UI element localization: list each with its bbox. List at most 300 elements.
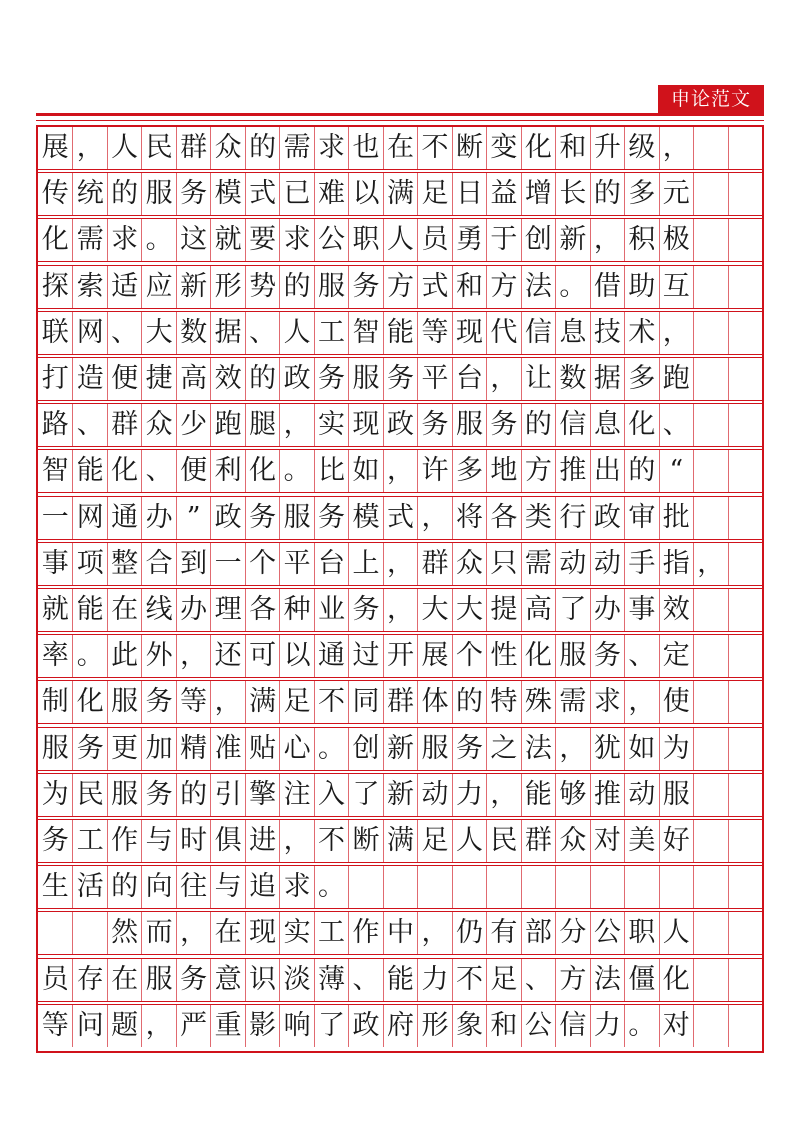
grid-cell: 和 <box>555 127 589 169</box>
grid-cell <box>728 173 762 215</box>
grid-cell: 还 <box>210 635 244 677</box>
grid-cell: 不 <box>417 127 451 169</box>
grid-cell: 腿 <box>245 404 279 446</box>
grid-cell: 务 <box>348 589 382 631</box>
grid-cell: 工 <box>314 912 348 954</box>
grid-row <box>38 1005 762 1051</box>
grid-cell: 为 <box>41 778 69 810</box>
grid-cell: 加 <box>141 728 175 770</box>
grid-cell: 。 <box>314 866 348 908</box>
grid-cell: 务 <box>141 774 175 816</box>
grid-cell: 往 <box>176 866 210 908</box>
grid-cell <box>486 866 520 908</box>
grid-cell: 、 <box>348 959 382 1001</box>
header-rule-thin <box>36 120 764 121</box>
grid-cell: 的 <box>107 173 141 215</box>
grid-cell: 打 <box>41 363 69 394</box>
grid-cell: 息 <box>555 312 589 354</box>
grid-cell <box>728 635 762 677</box>
grid-cell: 务 <box>245 497 279 539</box>
grid-cell: 众 <box>141 404 175 446</box>
grid-cell: 需 <box>72 219 106 261</box>
grid-cell: 对 <box>590 820 624 862</box>
grid-cell: 益 <box>486 173 520 215</box>
header-rule-thick <box>36 113 764 116</box>
grid-cell: 等 <box>417 312 451 354</box>
grid-cell: 到 <box>176 543 210 585</box>
grid-cell: 需 <box>521 543 555 585</box>
grid-cell: 的 <box>521 404 555 446</box>
grid-cell: 式 <box>245 173 279 215</box>
grid-cell: 台 <box>314 543 348 585</box>
grid-cell: 长 <box>555 173 589 215</box>
grid-cell: ， <box>383 543 417 585</box>
grid-cell: 务 <box>590 635 624 677</box>
grid-cell <box>728 774 762 816</box>
grid-cell: 据 <box>590 358 624 400</box>
grid-cell <box>693 866 727 908</box>
grid-cell: 行 <box>555 497 589 539</box>
grid-cell: 展 <box>417 635 451 677</box>
grid-row <box>38 728 762 774</box>
grid-cell <box>728 820 762 862</box>
grid-cell: 、 <box>245 312 279 354</box>
grid-cell: 化 <box>521 127 555 169</box>
grid-cell: 满 <box>383 173 417 215</box>
grid-cell: 术 <box>624 312 658 354</box>
grid-cell: 断 <box>348 820 382 862</box>
grid-cell: 数 <box>555 358 589 400</box>
grid-row <box>38 635 762 681</box>
grid-cell: 增 <box>521 173 555 215</box>
grid-cell: 服 <box>452 404 486 446</box>
grid-cell <box>728 681 762 723</box>
grid-cell: 化 <box>521 635 555 677</box>
grid-cell: 作 <box>348 912 382 954</box>
grid-cell <box>348 866 382 908</box>
grid-cell: 准 <box>210 728 244 770</box>
grid-cell <box>555 866 589 908</box>
grid-cell: 俱 <box>210 820 244 862</box>
grid-cell <box>452 866 486 908</box>
grid-cell: 众 <box>452 543 486 585</box>
grid-cell: 有 <box>486 912 520 954</box>
grid-cell: 上 <box>348 543 382 585</box>
grid-cell: 开 <box>383 635 417 677</box>
grid-cell: 办 <box>141 497 175 539</box>
grid-cell <box>693 358 727 400</box>
grid-cell: 升 <box>590 127 624 169</box>
grid-cell: ， <box>486 774 520 816</box>
grid-cell: 员 <box>417 219 451 261</box>
grid-cell: 推 <box>590 774 624 816</box>
grid-cell: 意 <box>210 959 244 1001</box>
grid-cell: 人 <box>107 127 141 169</box>
grid-cell: 化 <box>624 404 658 446</box>
grid-cell: 务 <box>348 266 382 308</box>
grid-cell: 求 <box>314 127 348 169</box>
grid-cell: 新 <box>383 774 417 816</box>
grid-cell: 等 <box>41 1009 69 1041</box>
grid-cell: 服 <box>107 681 141 723</box>
grid-cell: 整 <box>107 543 141 585</box>
grid-cell: 定 <box>659 635 693 677</box>
grid-cell: 化 <box>72 681 106 723</box>
grid-cell <box>383 866 417 908</box>
grid-cell: 需 <box>555 681 589 723</box>
grid-cell <box>693 497 727 539</box>
grid-cell: 适 <box>107 266 141 308</box>
grid-cell: “ <box>659 450 693 492</box>
grid-cell: 题 <box>107 1005 141 1047</box>
grid-cell: 提 <box>486 589 520 631</box>
grid-cell: 已 <box>279 173 313 215</box>
grid-cell: 对 <box>659 1005 693 1047</box>
grid-cell: ， <box>210 681 244 723</box>
grid-cell: 以 <box>279 635 313 677</box>
grid-cell: 象 <box>452 1005 486 1047</box>
grid-cell: 式 <box>383 497 417 539</box>
grid-cell: 政 <box>348 1005 382 1047</box>
grid-cell: ， <box>486 358 520 400</box>
grid-cell: 率 <box>41 640 69 672</box>
grid-cell: 各 <box>245 589 279 631</box>
grid-cell: 民 <box>141 127 175 169</box>
grid-cell: 应 <box>141 266 175 308</box>
grid-cell: 服 <box>279 497 313 539</box>
grid-cell: 化 <box>659 959 693 1001</box>
grid-cell: 而 <box>141 912 175 954</box>
grid-cell: 以 <box>348 173 382 215</box>
grid-cell: 众 <box>555 820 589 862</box>
grid-cell: 工 <box>72 820 106 862</box>
grid-cell: 可 <box>245 635 279 677</box>
grid-cell: 作 <box>107 820 141 862</box>
grid-cell <box>659 866 693 908</box>
grid-row <box>38 404 762 450</box>
grid-cell: 指 <box>659 543 693 585</box>
grid-cell: 方 <box>555 959 589 1001</box>
grid-cell: 能 <box>383 959 417 1001</box>
grid-cell <box>38 912 72 954</box>
grid-row <box>38 866 762 912</box>
grid-cell: 人 <box>383 219 417 261</box>
grid-cell <box>693 635 727 677</box>
grid-row <box>38 450 762 496</box>
grid-cell: ， <box>590 219 624 261</box>
grid-cell: 服 <box>314 266 348 308</box>
grid-cell <box>728 450 762 492</box>
grid-cell: 了 <box>348 774 382 816</box>
grid-cell: 式 <box>417 266 451 308</box>
grid-cell: 智 <box>348 312 382 354</box>
grid-cell: 了 <box>555 589 589 631</box>
grid-cell: 好 <box>659 820 693 862</box>
grid-cell: 据 <box>210 312 244 354</box>
grid-cell: 求 <box>279 219 313 261</box>
grid-cell: 、 <box>141 450 175 492</box>
grid-cell: 足 <box>486 959 520 1001</box>
grid-cell: 便 <box>176 450 210 492</box>
grid-cell: 新 <box>176 266 210 308</box>
grid-cell: 实 <box>314 404 348 446</box>
grid-cell <box>728 959 762 1001</box>
grid-cell: 识 <box>245 959 279 1001</box>
grid-cell: ， <box>279 820 313 862</box>
grid-cell: 方 <box>486 266 520 308</box>
grid-cell: 响 <box>279 1005 313 1047</box>
grid-cell: 多 <box>624 173 658 215</box>
grid-cell: 殊 <box>521 681 555 723</box>
grid-cell: 服 <box>555 635 589 677</box>
grid-cell: 种 <box>279 589 313 631</box>
grid-cell: 服 <box>107 774 141 816</box>
grid-cell: 动 <box>590 543 624 585</box>
grid-cell: 事 <box>41 547 69 579</box>
grid-cell: 工 <box>314 312 348 354</box>
grid-cell: 淡 <box>279 959 313 1001</box>
grid-cell: 。 <box>72 635 106 677</box>
grid-cell: 进 <box>245 820 279 862</box>
grid-cell: 部 <box>521 912 555 954</box>
grid-cell: 公 <box>590 912 624 954</box>
grid-cell <box>728 127 762 169</box>
grid-cell: 需 <box>279 127 313 169</box>
grid-cell: 事 <box>624 589 658 631</box>
grid-cell: 够 <box>555 774 589 816</box>
grid-cell: 的 <box>590 173 624 215</box>
grid-cell: ， <box>141 1005 175 1047</box>
grid-cell <box>693 312 727 354</box>
grid-cell: 职 <box>624 912 658 954</box>
grid-row <box>38 266 762 312</box>
grid-cell: 能 <box>383 312 417 354</box>
grid-row <box>38 543 762 589</box>
grid-cell: 足 <box>279 681 313 723</box>
grid-cell: 法 <box>590 959 624 1001</box>
grid-cell: 力 <box>590 1005 624 1047</box>
grid-cell: 求 <box>590 681 624 723</box>
grid-cell: 就 <box>210 219 244 261</box>
grid-cell: 将 <box>452 497 486 539</box>
grid-cell: 、 <box>624 635 658 677</box>
grid-cell: 推 <box>555 450 589 492</box>
grid-cell: 息 <box>590 404 624 446</box>
grid-cell: 服 <box>141 173 175 215</box>
grid-cell: 新 <box>383 728 417 770</box>
grid-cell: 民 <box>72 774 106 816</box>
grid-row <box>38 312 762 358</box>
grid-cell: 要 <box>245 219 279 261</box>
grid-cell: 现 <box>245 912 279 954</box>
grid-cell: 公 <box>314 219 348 261</box>
grid-cell: 然 <box>107 912 141 954</box>
grid-cell: 职 <box>348 219 382 261</box>
grid-cell: 比 <box>314 450 348 492</box>
grid-row <box>38 681 762 727</box>
grid-cell: 级 <box>624 127 658 169</box>
grid-row <box>38 358 762 404</box>
grid-cell <box>693 127 727 169</box>
grid-cell: 务 <box>417 404 451 446</box>
grid-cell: 薄 <box>314 959 348 1001</box>
grid-cell: 出 <box>590 450 624 492</box>
grid-cell: 影 <box>245 1005 279 1047</box>
grid-cell: 在 <box>383 127 417 169</box>
grid-cell: 体 <box>417 681 451 723</box>
grid-cell: 造 <box>72 358 106 400</box>
grid-cell: 满 <box>383 820 417 862</box>
grid-cell <box>521 866 555 908</box>
grid-cell: 类 <box>521 497 555 539</box>
grid-cell: 索 <box>72 266 106 308</box>
grid-cell: 势 <box>245 266 279 308</box>
grid-cell: 个 <box>452 635 486 677</box>
grid-cell: 政 <box>210 497 244 539</box>
grid-cell: 性 <box>486 635 520 677</box>
grid-cell: 地 <box>486 450 520 492</box>
grid-cell: 求 <box>279 866 313 908</box>
grid-row <box>38 173 762 219</box>
grid-cell: 只 <box>486 543 520 585</box>
grid-cell: 力 <box>452 774 486 816</box>
grid-cell: 问 <box>72 1005 106 1047</box>
grid-cell <box>417 866 451 908</box>
grid-cell: 民 <box>486 820 520 862</box>
grid-cell: 擎 <box>245 774 279 816</box>
grid-cell: 、 <box>107 312 141 354</box>
grid-cell: 个 <box>245 543 279 585</box>
grid-cell: 项 <box>72 543 106 585</box>
manuscript-grid <box>38 127 762 1051</box>
grid-cell: 能 <box>72 450 106 492</box>
grid-cell: 务 <box>486 404 520 446</box>
grid-cell: 向 <box>141 866 175 908</box>
grid-cell: 务 <box>41 825 69 856</box>
grid-cell <box>728 589 762 631</box>
grid-cell: 互 <box>659 266 693 308</box>
grid-cell: 服 <box>141 959 175 1001</box>
grid-cell <box>693 404 727 446</box>
grid-cell: 信 <box>555 404 589 446</box>
grid-cell: 的 <box>176 774 210 816</box>
grid-cell: ” <box>176 497 210 539</box>
grid-cell: 员 <box>41 963 69 995</box>
grid-cell: 日 <box>452 173 486 215</box>
grid-cell: 服 <box>41 732 69 764</box>
grid-cell: 不 <box>314 681 348 723</box>
grid-paper-sheet <box>36 125 764 1053</box>
grid-cell: 动 <box>624 774 658 816</box>
grid-cell <box>693 774 727 816</box>
grid-cell: 之 <box>486 728 520 770</box>
grid-cell <box>693 219 727 261</box>
grid-cell: 。 <box>141 219 175 261</box>
grid-cell: 政 <box>590 497 624 539</box>
grid-cell: 借 <box>590 266 624 308</box>
grid-cell: 也 <box>348 127 382 169</box>
grid-cell <box>693 912 727 954</box>
grid-cell: 人 <box>659 912 693 954</box>
grid-cell: 群 <box>417 543 451 585</box>
grid-cell: 务 <box>176 173 210 215</box>
grid-cell: 办 <box>176 589 210 631</box>
grid-cell: ， <box>417 497 451 539</box>
grid-cell: 多 <box>624 358 658 400</box>
grid-cell: 批 <box>659 497 693 539</box>
grid-cell: 创 <box>348 728 382 770</box>
grid-cell: 、 <box>521 959 555 1001</box>
grid-cell <box>728 1005 762 1047</box>
grid-cell: 中 <box>383 912 417 954</box>
grid-cell: 理 <box>210 589 244 631</box>
grid-cell: 制 <box>41 686 69 718</box>
grid-cell: ， <box>72 127 106 169</box>
grid-cell: 为 <box>659 728 693 770</box>
grid-cell: ， <box>659 127 693 169</box>
grid-cell: 足 <box>417 173 451 215</box>
grid-cell: 利 <box>210 450 244 492</box>
grid-cell: 。 <box>624 1005 658 1047</box>
grid-cell: 分 <box>555 912 589 954</box>
grid-cell: 服 <box>417 728 451 770</box>
grid-cell <box>693 589 727 631</box>
grid-cell: 与 <box>210 866 244 908</box>
grid-cell: 和 <box>486 1005 520 1047</box>
grid-cell: 使 <box>659 681 693 723</box>
grid-cell: 化 <box>107 450 141 492</box>
grid-cell <box>728 912 762 954</box>
grid-cell: ， <box>555 728 589 770</box>
grid-cell: 务 <box>141 681 175 723</box>
grid-cell: 法 <box>521 728 555 770</box>
grid-cell: 和 <box>452 266 486 308</box>
grid-cell: 的 <box>452 681 486 723</box>
grid-cell: 效 <box>659 589 693 631</box>
grid-cell: 通 <box>107 497 141 539</box>
grid-cell: 动 <box>555 543 589 585</box>
grid-cell: 服 <box>659 774 693 816</box>
grid-cell: 在 <box>107 959 141 1001</box>
grid-cell: 。 <box>555 266 589 308</box>
grid-cell <box>693 681 727 723</box>
grid-cell: 足 <box>417 820 451 862</box>
grid-cell: 等 <box>176 681 210 723</box>
grid-cell: 注 <box>279 774 313 816</box>
grid-cell <box>728 312 762 354</box>
grid-cell: 群 <box>383 681 417 723</box>
grid-cell: 各 <box>486 497 520 539</box>
grid-cell: 贴 <box>245 728 279 770</box>
grid-cell: 数 <box>176 312 210 354</box>
grid-cell <box>728 866 762 908</box>
grid-cell: 模 <box>210 173 244 215</box>
grid-cell <box>693 1005 727 1047</box>
grid-cell: 生 <box>41 871 69 903</box>
grid-cell: 美 <box>624 820 658 862</box>
grid-cell: 实 <box>279 912 313 954</box>
grid-cell: 审 <box>624 497 658 539</box>
grid-cell <box>693 820 727 862</box>
grid-cell: 跑 <box>210 404 244 446</box>
grid-cell: 一 <box>41 501 69 533</box>
grid-cell <box>693 266 727 308</box>
grid-cell <box>693 959 727 1001</box>
grid-cell <box>624 866 658 908</box>
grid-cell: 时 <box>176 820 210 862</box>
grid-cell: ， <box>176 912 210 954</box>
grid-cell <box>728 404 762 446</box>
